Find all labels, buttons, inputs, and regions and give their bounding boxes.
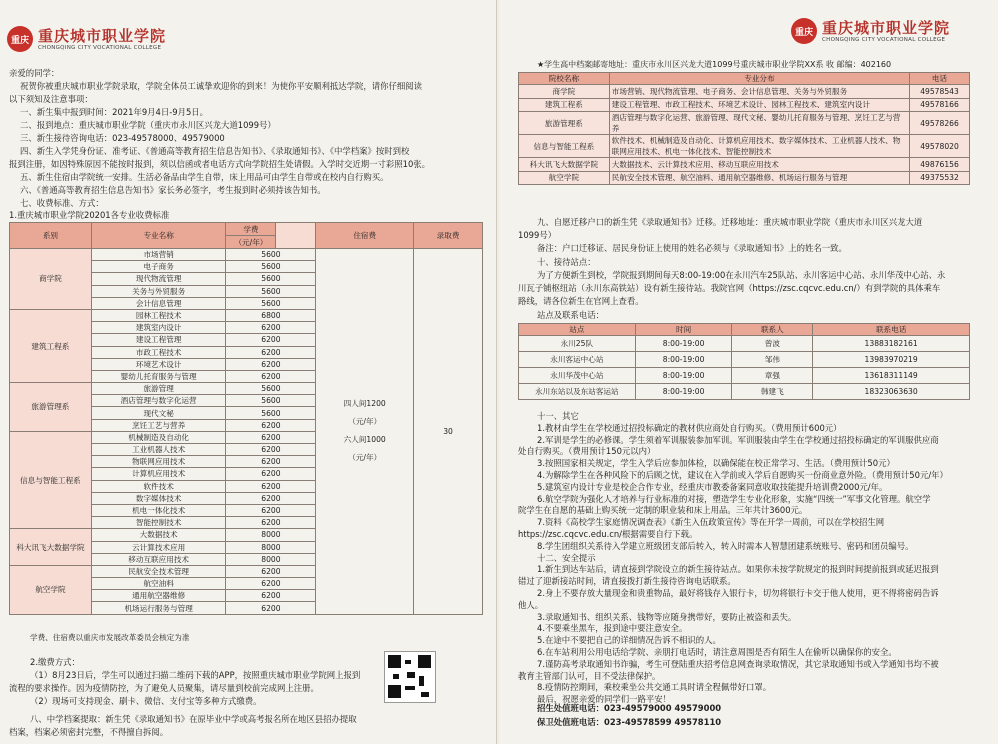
notice-item: 六、《普通高等教育招生信息告知书》家长务必签字，考生报到时必须持该告知书。: [20, 185, 326, 195]
reception-line: 为了方便新生到校，学院报到期间每天8:00-19:00在永川汽车25队站、永川客运中心站、永川华茂中心站、永: [537, 270, 946, 280]
addr-majors: 酒店管理与数字化运营、旅游管理、现代文秘、婴幼儿托育服务与管理、烹饪工艺与营养: [609, 112, 909, 135]
station-phone: 13883182161: [813, 336, 970, 352]
fee-tuition: 6200: [226, 504, 316, 516]
fee-major: 现代文秘: [91, 407, 226, 419]
station-contact: 韩建飞: [732, 384, 813, 400]
addr-school: 旅游管理系: [519, 112, 610, 135]
fee-major: 婴幼儿托育服务与管理: [91, 370, 226, 382]
addr-row: [519, 85, 970, 99]
notice-item: 报到注册，如因特殊原因不能按时报到，须以信函或者电话方式向学院招生处请假。入学时交近期一寸彩照10张。: [9, 159, 431, 169]
fee-tuition: 5600: [226, 249, 316, 261]
stations-title: 站点及联系电话：: [537, 310, 604, 320]
intro-line: 祝贺你被重庆城市职业学院录取，学院全体员工诚挚欢迎你的到来！为使你平安顺利抵达学院，请你仔细阅读: [20, 81, 422, 91]
station-site: 永川华茂中心站: [519, 368, 636, 384]
fee-major: 烹饪工艺与营养: [91, 419, 226, 431]
dorm-line: 六人间1000: [343, 435, 386, 445]
fee-header-admission: 录取费: [414, 223, 483, 249]
fee-header-dorm: 住宿费: [316, 223, 414, 249]
dorm-line: （元/年）: [348, 453, 382, 463]
fee-major: 园林工程技术: [91, 309, 226, 321]
notice-item: 一、新生集中报到时间：2021年9月4日-9月5日。: [20, 107, 209, 117]
fee-tuition: 5600: [226, 261, 316, 273]
fee-major: 酒店管理与数字化运营: [91, 395, 226, 407]
school-name-en: CHONGQING CITY VOCATIONAL COLLEGE: [822, 36, 946, 43]
notice-item: 二、报到地点：重庆城市职业学院（重庆市永川区兴龙大道1099号）: [20, 120, 276, 130]
hukou-line: 1099号）: [518, 230, 557, 240]
note-line: 8.学生团组织关系待入学建立班级团支部后转入，转入时需本人智慧团建系统账号、密码和团员编号。: [537, 540, 914, 551]
note-line: 6.在车站利用公用电话给学院、亲朋打电话时，请注意周围是否有陌生人在偷听以确保你的安全。: [537, 647, 897, 657]
fee-major: 旅游管理: [91, 383, 226, 395]
fee-tuition: 6200: [226, 590, 316, 602]
mail-address: ★学生高中档案邮寄地址：重庆市永川区兴龙大道1099号重庆城市职业学院XX系 收 邮编：402160: [537, 60, 892, 69]
note-line: 2.身上不要存放大量现金和贵重物品，最好将钱存入银行卡，切勿将银行卡交于他人使用，更不得将密码告诉: [537, 588, 939, 598]
addr-school: 信息与智能工程系: [519, 135, 610, 158]
fee-major: 关务与外贸服务: [91, 285, 226, 297]
fee-tuition: 6200: [226, 602, 316, 614]
notice-item: 四、新生入学凭身份证、准考证、《普通高等教育招生信息告知书》、《录取通知书》、《中学档案》按时到校: [20, 146, 410, 156]
fee-table: [9, 222, 483, 615]
fee-admission: 30: [414, 249, 483, 615]
fee-tuition: 8000: [226, 529, 316, 541]
note-line: 最后，祝愿亲爱的同学们一路平安！: [537, 694, 671, 705]
addr-school: 科大讯飞大数据学院: [519, 158, 610, 172]
fee-dept: 信息与智能工程系: [10, 431, 92, 529]
station-time: 8:00-19:00: [635, 336, 732, 352]
school-name-en: CHONGQING CITY VOCATIONAL COLLEGE: [38, 44, 162, 51]
note-line: 2.军训是学生的必修课。学生须着军训服装参加军训。军训服装由学生在学校通过招投标确定的军训服供应商: [537, 434, 939, 445]
station-site: 永川25队: [519, 336, 636, 352]
note-line: 1.新生到达车站后，请直接到学院设立的新生接待站点。如果你未按学院规定的报到时间提前报到或延迟报到: [537, 564, 939, 575]
addr-school: 商学院: [519, 85, 610, 99]
note-line: 十一、其它: [537, 411, 579, 421]
fee-tuition: 5600: [226, 297, 316, 309]
fee-major: 计算机应用技术: [91, 468, 226, 480]
fee-dorm: [316, 249, 414, 615]
fee-tuition: 5600: [226, 395, 316, 407]
fee-major: 市政工程技术: [91, 346, 226, 358]
dorm-line: （元/年）: [348, 417, 382, 427]
hukou-line: 九、自愿迁移户口的新生凭《录取通知书》迁移。迁移地址：重庆城市职业学院（重庆市永川区兴龙大道: [537, 217, 923, 227]
addr-phone: 49375532: [910, 171, 970, 185]
addr-row: [519, 98, 970, 112]
fee-major: 机电一体化技术: [91, 504, 226, 516]
fee-major: 数字媒体技术: [91, 492, 226, 504]
station-contact: 邹伟: [732, 352, 813, 368]
station-phone: 13983970219: [813, 352, 970, 368]
payment-line: （2）现场可支持现金、刷卡、微信、支付宝等多种方式缴费。: [30, 696, 262, 706]
security-hotline: 保卫处值班电话：023-49578599 49578110: [537, 717, 722, 727]
note-line: 8.疫情防控期间，乘校乘坐公共交通工具时请全程佩带好口罩。: [537, 682, 772, 693]
note-line: 6.航空学院为强化人才培养与行业标准的对接，塑造学生专业化形象，实施“四统一”军事文化管理。航空学: [537, 493, 931, 504]
fee-row: [10, 249, 483, 261]
station-table: [518, 323, 970, 400]
station-row: [519, 352, 970, 368]
note-line: 他人。: [518, 599, 544, 610]
dorm-line: 四人间1200: [343, 399, 386, 409]
fee-major: 市场营销: [91, 249, 226, 261]
fee-major: 软件技术: [91, 480, 226, 492]
addr-majors: 软件技术、机械制造及自动化、计算机应用技术、数字媒体技术、工业机器人技术、物联网应用技术、机电一体化技术、智能控制技术: [609, 135, 909, 158]
fee-tuition: 6200: [226, 346, 316, 358]
addr-phone: 49578020: [910, 135, 970, 158]
fee-tuition: 5600: [226, 273, 316, 285]
station-header-site: 站点: [519, 324, 636, 336]
fee-major: 航空油料: [91, 578, 226, 590]
addr-phone: 49876156: [910, 158, 970, 172]
fee-dept: 建筑工程系: [10, 309, 92, 382]
station-header-phone: 联系电话: [813, 324, 970, 336]
station-row: [519, 336, 970, 352]
note-line: 4.为解除学生在各种风险下的后顾之忧，建议在入学前或入学后自愿购买一份商业意外险。（费用预计50元/年）: [537, 470, 948, 480]
note-line: 5.建筑室内设计专业是校企合作专业，经重庆市教委备案同意收取技能提升培训费2000元/年。: [537, 481, 888, 492]
addr-row: [519, 135, 970, 158]
addr-header-majors: 专业分布: [609, 73, 909, 85]
addr-row: [519, 158, 970, 172]
fee-tuition: 6200: [226, 565, 316, 577]
fee-major: 云计算技术应用: [91, 541, 226, 553]
fee-tuition: 5600: [226, 407, 316, 419]
fee-tuition: 6200: [226, 419, 316, 431]
addr-header-school: 院校名称: [519, 73, 610, 85]
payment-title: 2.缴费方式：: [30, 657, 80, 667]
fee-major: 大数据技术: [91, 529, 226, 541]
fee-major: 智能控制技术: [91, 517, 226, 529]
fee-tuition: 6200: [226, 370, 316, 382]
fee-tuition: 6800: [226, 309, 316, 321]
addr-majors: 民航安全技术管理、航空油料、通用航空器维修、机场运行服务与管理: [609, 171, 909, 185]
fee-tuition: 8000: [226, 553, 316, 565]
archive-line: 八、中学档案提取：新生凭《录取通知书》在原毕业中学或高考报名所在地区县招办提取: [30, 714, 357, 724]
school-name-cn: 重庆城市职业学院: [822, 18, 951, 37]
addr-school: 航空学院: [519, 171, 610, 185]
fee-major: 会计信息管理: [91, 297, 226, 309]
department-phone-table: [518, 72, 970, 185]
note-line: 7.谨防高考录取通知书诈骗，考生可登陆重庆招考信息网查询录取情况，其它录取通知书或入学通知书均不被: [537, 658, 939, 669]
fee-dept: 航空学院: [10, 565, 92, 614]
fee-header-tuition: 学费: [226, 223, 276, 236]
note-line: 错过了迎新接站时间，请直接拨打新生接待咨询电话联系。: [518, 576, 736, 587]
station-phone: 13618311149: [813, 368, 970, 384]
fee-major: 物联网应用技术: [91, 456, 226, 468]
note-line: 1.教材由学生在学校通过招投标确定的教材供应商处自行购买。（费用预计600元）: [537, 422, 842, 433]
station-row: [519, 368, 970, 384]
station-contact: 曾波: [732, 336, 813, 352]
fee-tuition: 5600: [226, 383, 316, 395]
notice-item: 三、新生接待咨询电话：023-49578000、49579000: [20, 133, 225, 143]
fee-table-title: 1.重庆城市职业学院20201各专业收费标准: [9, 210, 170, 220]
addr-phone: 49578266: [910, 112, 970, 135]
fee-major: 通用航空器维修: [91, 590, 226, 602]
fee-major: 机场运行服务与管理: [91, 602, 226, 614]
station-site: 永川东站以及东站客运站: [519, 384, 636, 400]
hukou-note: 备注：户口迁移证、居民身份证上使用的姓名必须与《录取通知书》上的姓名一致。: [537, 243, 847, 253]
addr-header-phone: 电话: [910, 73, 970, 85]
station-time: 8:00-19:00: [635, 368, 732, 384]
fee-major: 建设工程管理: [91, 334, 226, 346]
addr-row: [519, 171, 970, 185]
fee-tuition: 6200: [226, 480, 316, 492]
note-line: 3.按照国家相关规定，学生入学后应参加体检，以确保能在校正常学习、生活。（费用预计50元）: [537, 458, 895, 469]
fee-major: 移动互联应用技术: [91, 553, 226, 565]
fee-tuition: 6200: [226, 517, 316, 529]
greeting: 亲爱的同学：: [9, 68, 60, 78]
fee-header-dept: 系别: [10, 223, 92, 249]
note-line: 处自行购买。（费用预计150元以内）: [518, 446, 656, 457]
station-contact: 章强: [732, 368, 813, 384]
addr-majors: 大数据技术、云计算技术应用、移动互联应用技术: [609, 158, 909, 172]
fee-tuition: 6200: [226, 578, 316, 590]
addr-majors: 市场营销、现代物流管理、电子商务、会计信息管理、关务与外贸服务: [609, 85, 909, 99]
fee-major: 环境艺术设计: [91, 358, 226, 370]
station-phone: 18323063630: [813, 384, 970, 400]
intro-line: 以下须知及注意事项：: [9, 94, 93, 104]
note-line: 4.不要乘坐黑车，报到途中要注意安全。: [537, 623, 688, 634]
app-qr-code[interactable]: [384, 651, 436, 703]
station-site: 永川客运中心站: [519, 352, 636, 368]
school-logo: [7, 26, 166, 52]
note-line: 十二、安全提示: [537, 552, 596, 563]
note-line: 7.资料《高校学生家庭情况调查表》《新生入伍政策宣传》等在开学一周前，可以在学校招生网: [537, 517, 885, 528]
fee-tuition: 6200: [226, 468, 316, 480]
note-line: 教育主管部门认可，目不受法律保护。: [518, 670, 661, 681]
notice-item: 七、收费标准、方式：: [20, 198, 104, 208]
fee-major: 民航安全技术管理: [91, 565, 226, 577]
fee-major: 电子商务: [91, 261, 226, 273]
school-seal-icon: 重庆: [7, 26, 33, 52]
addr-majors: 建设工程管理、市政工程技术、环境艺术设计、园林工程技术、建筑室内设计: [609, 98, 909, 112]
fee-major: 建筑室内设计: [91, 322, 226, 334]
addr-row: [519, 112, 970, 135]
fee-tuition: 6200: [226, 334, 316, 346]
fee-dept: 商学院: [10, 249, 92, 310]
fee-tuition: 6200: [226, 444, 316, 456]
school-seal-icon: 重庆: [791, 18, 817, 44]
station-header-contact: 联系人: [732, 324, 813, 336]
fee-major: 工业机器人技术: [91, 444, 226, 456]
school-logo: [791, 18, 950, 44]
fee-tuition: 5600: [226, 285, 316, 297]
right-page: [499, 0, 998, 744]
station-header-time: 时间: [635, 324, 732, 336]
payment-line: （1）8月23日后，学生可以通过扫描二维码下载的APP，按照重庆城市职业学院网上报到: [30, 670, 361, 680]
fee-tuition: 8000: [226, 541, 316, 553]
school-name-cn: 重庆城市职业学院: [38, 26, 167, 45]
note-line: 3.录取通知书、组织关系、钱物等应随身携带好，要防止被盗和丢失。: [537, 611, 797, 622]
fee-note: 学费、住宿费以重庆市发展改革委员会核定为准: [30, 633, 190, 642]
fee-tuition: 6200: [226, 322, 316, 334]
station-time: 8:00-19:00: [635, 352, 732, 368]
fee-tuition: 6200: [226, 456, 316, 468]
note-line: 院学生在自愿的基础上购买统一定制的职业装和床上用品。三年共计3600元。: [518, 505, 808, 516]
addr-phone: 49578543: [910, 85, 970, 99]
fee-major: 现代物流管理: [91, 273, 226, 285]
note-line: https://zsc.cqcvc.edu.cn/根据需要自行下载。: [518, 529, 698, 539]
notice-item: 五、新生住宿由学院统一安排。生活必备品由学生自带，床上用品可由学生自带或在校内自行购买。: [20, 172, 389, 182]
note-line: 5.在途中不要把自己的详细情况告诉不相识的人。: [537, 635, 721, 646]
fee-major: 机械制造及自动化: [91, 431, 226, 443]
addr-phone: 49578166: [910, 98, 970, 112]
fee-dept: 旅游管理系: [10, 383, 92, 432]
reception-line: 川瓦子铺枢纽站（永川东高铁站）设有新生接待站。我院官网（https://zsc.cqcvc.edu.cn/）有到学院的具体乘车: [518, 283, 941, 293]
addr-school: 建筑工程系: [519, 98, 610, 112]
admission-hotline: 招生处值班电话：023-49579000 49579000: [537, 703, 722, 713]
fee-header-unit: （元/年）: [226, 236, 276, 249]
station-row: [519, 384, 970, 400]
fee-tuition: 6200: [226, 358, 316, 370]
left-page: [0, 0, 497, 744]
payment-line: 流程的要求操作。因为疫情防控，为了避免人员聚集，请尽量到校前完成网上注册。: [9, 683, 319, 693]
fee-header-major: 专业名称: [91, 223, 226, 249]
reception-line: 路线，请各位新生在官网上查看。: [518, 296, 644, 306]
station-time: 8:00-19:00: [635, 384, 732, 400]
fee-tuition: 6200: [226, 431, 316, 443]
fee-dept: 科大讯飞大数据学院: [10, 529, 92, 566]
reception-title: 十、接待站点：: [537, 257, 596, 267]
fee-tuition: 6200: [226, 492, 316, 504]
archive-line: 档案，档案必须密封完整，不得擅自拆阅。: [9, 727, 169, 737]
